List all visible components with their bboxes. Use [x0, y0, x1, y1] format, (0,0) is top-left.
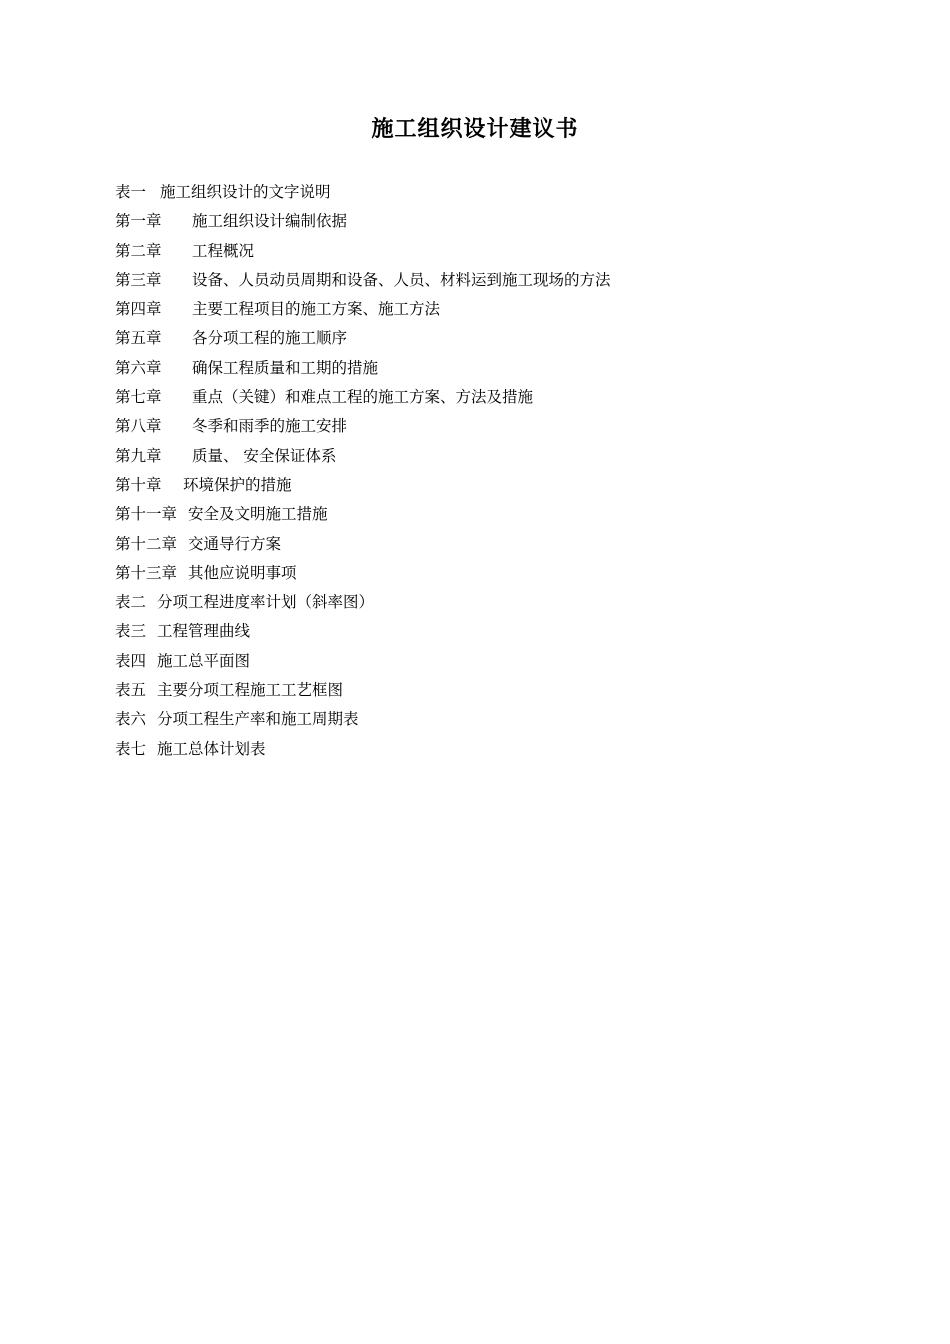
toc-item-label: 第九章: [115, 446, 162, 465]
toc-item-label: 第二章: [115, 241, 162, 260]
toc-item-label: 第五章: [115, 329, 162, 348]
toc-item-label: 表六: [115, 710, 147, 729]
toc-item-text: 工程管理曲线: [157, 622, 251, 641]
toc-item-text: 质量、 安全保证体系: [192, 446, 337, 465]
toc-item: [115, 237, 611, 266]
toc-item-label: 第十章: [115, 475, 162, 494]
toc-item: [115, 500, 611, 529]
toc-item-label: 第三章: [115, 270, 162, 289]
toc-item-text: 分项工程生产率和施工周期表: [157, 710, 359, 729]
toc-item: [115, 178, 611, 207]
table-of-contents: [115, 178, 611, 764]
toc-item: [115, 295, 611, 324]
toc-item: [115, 207, 611, 236]
toc-item: [115, 442, 611, 471]
toc-item-label: 表一: [115, 183, 147, 201]
toc-item-text: 交通导行方案: [188, 534, 282, 553]
toc-item: [115, 354, 611, 383]
toc-item: [115, 412, 611, 441]
toc-item-text: 环境保护的措施: [183, 475, 292, 494]
toc-item: [115, 530, 611, 559]
toc-item-text: 施工总平面图: [157, 651, 251, 670]
toc-item: [115, 559, 611, 588]
toc-item-text: 各分项工程的施工顺序: [192, 329, 348, 348]
toc-item-text: 其他应说明事项: [188, 563, 297, 582]
toc-item-label: 第六章: [115, 358, 162, 377]
toc-item-text: 冬季和雨季的施工安排: [192, 417, 348, 436]
toc-item-text: 安全及文明施工措施: [188, 505, 328, 524]
document-title: 施工组织设计建议书: [371, 116, 579, 142]
toc-item: [115, 647, 611, 676]
toc-item-label: 第十三章: [115, 563, 178, 582]
toc-item-text: 主要分项工程施工工艺框图: [157, 681, 344, 700]
toc-item: [115, 676, 611, 705]
toc-item-text: 施工组织设计编制依据: [192, 212, 348, 231]
toc-item-text: 施工总体计划表: [157, 739, 266, 758]
toc-item-label: 第四章: [115, 300, 162, 319]
toc-item-label: 第十一章: [115, 505, 178, 524]
toc-item-text: 分项工程进度率计划（斜率图）: [157, 593, 375, 612]
toc-item-label: 表二: [115, 593, 147, 612]
toc-item-label: 第七章: [115, 388, 162, 407]
toc-item: [115, 324, 611, 353]
toc-item-label: 第八章: [115, 417, 162, 436]
toc-item-text: 工程概况: [192, 241, 255, 260]
toc-item-text: 重点（关键）和难点工程的施工方案、方法及措施: [192, 388, 534, 407]
toc-item-text: 主要工程项目的施工方案、施工方法: [192, 300, 441, 319]
toc-item: [115, 266, 611, 295]
toc-item-text: 施工组织设计的文字说明: [160, 183, 331, 201]
toc-item: [115, 588, 611, 617]
toc-item-label: 第十二章: [115, 534, 178, 553]
toc-item-label: 表五: [115, 681, 147, 700]
toc-item-text: 设备、人员动员周期和设备、人员、材料运到施工现场的方法: [192, 270, 611, 289]
toc-item-label: 表四: [115, 651, 147, 670]
toc-item-label: 表三: [115, 622, 147, 641]
toc-item-text: 确保工程质量和工期的措施: [192, 358, 379, 377]
toc-item: [115, 383, 611, 412]
toc-item: [115, 705, 611, 734]
toc-item: [115, 735, 611, 764]
toc-item: [115, 617, 611, 646]
toc-item-label: 表七: [115, 739, 147, 758]
toc-item: [115, 471, 611, 500]
toc-item-label: 第一章: [115, 212, 162, 231]
